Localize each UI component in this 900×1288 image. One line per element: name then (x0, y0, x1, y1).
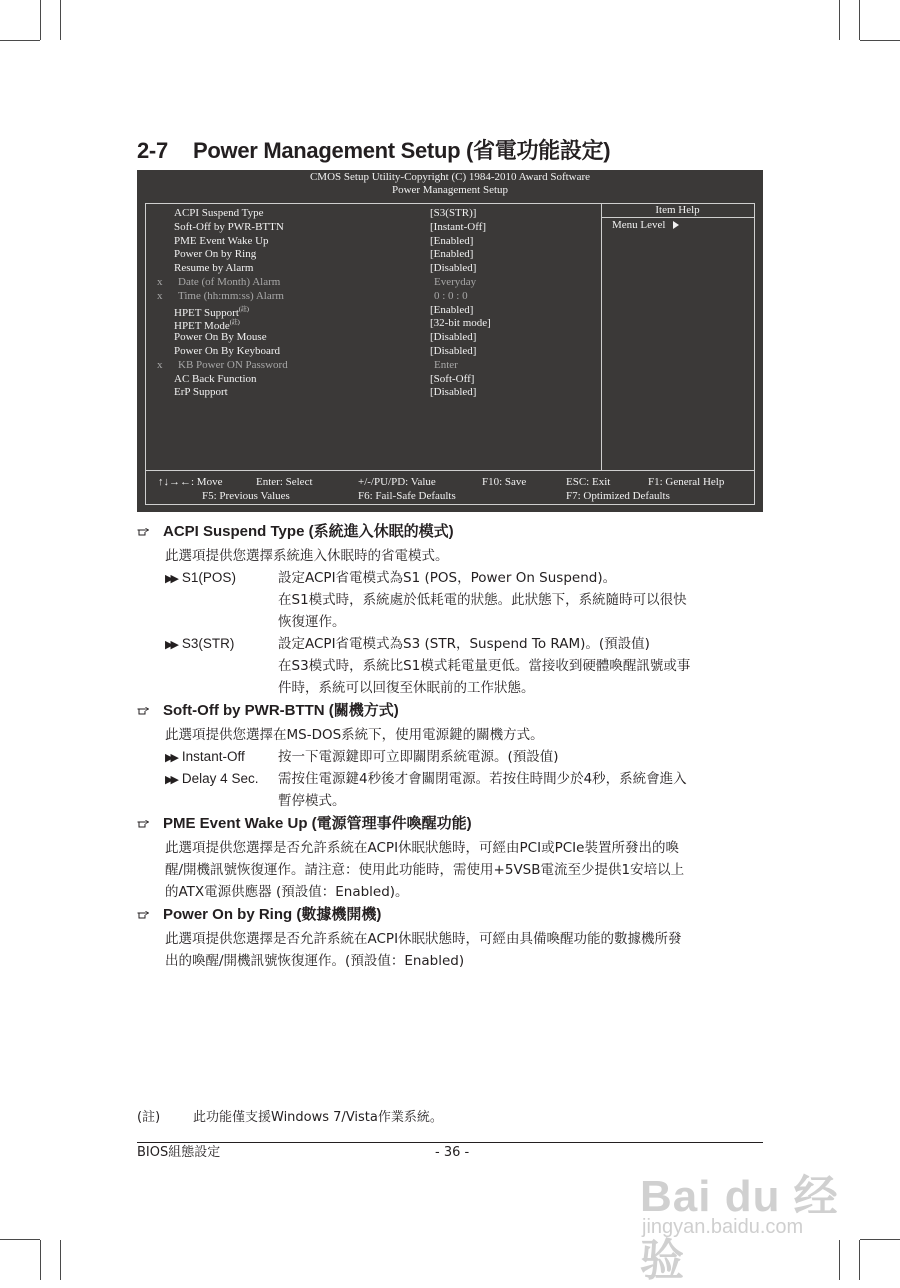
bios-setting-label: HPET Mode$^{(註)}$ (174, 320, 240, 333)
page-title (137, 134, 610, 165)
ring-description: 出的喚醒/開機訊號恢復運作。(預設值：Enabled) (165, 953, 465, 969)
double-arrow-icon: ▶▶ (165, 573, 176, 585)
key-hint-f10: F10: Save (482, 476, 527, 488)
bios-setting-value[interactable]: [Disabled] (430, 345, 477, 357)
disabled-marker: x (157, 276, 163, 288)
bios-header-copyright: CMOS Setup Utility-Copyright (C) 1984-2010 Award Software (309, 171, 591, 183)
bios-setting-value[interactable]: [Enabled] (430, 248, 474, 261)
watermark-url: jingyan.baidu.com (642, 1216, 804, 1238)
bios-setting-value[interactable]: [Instant-Off] (430, 220, 486, 233)
crop-mark (0, 1239, 40, 1240)
watermark (632, 1150, 882, 1285)
bios-setting-label: PME Event Wake Up (174, 234, 269, 247)
heading-acpi-suspend-type: ACPI Suspend Type (系統進入休眠的模式) (163, 523, 454, 540)
option-s1-pos (165, 567, 236, 590)
disabled-marker: x (157, 358, 163, 371)
crop-mark (60, 0, 61, 40)
pme-description: 的ATX電源供應器 (預設值：Enabled)。 (165, 884, 409, 900)
page-number: - 36 - (435, 1145, 470, 1160)
pointing-hand-icon (137, 706, 149, 715)
crop-mark (859, 0, 860, 40)
option-text: 設定ACPI省電模式為S3 (STR，Suspend To RAM)。(預設值) (278, 636, 650, 652)
ring-description: 此選項提供您選擇是否允許系統在ACPI休眠狀態時，可經由具備喚醒功能的數據機所發 (165, 931, 682, 947)
option-text: 恢復運作。 (278, 614, 346, 630)
bios-setting-value[interactable]: [Enabled] (430, 234, 474, 247)
heading-power-on-by-ring: Power On by Ring (數據機開機) (163, 906, 382, 923)
section-number: 2-7 (137, 138, 168, 163)
key-hint-f6: F6: Fail-Safe Defaults (358, 490, 456, 502)
bios-setting-label: ACPI Suspend Type (174, 207, 264, 219)
triangle-right-icon (673, 221, 679, 229)
bios-setting-value: Everyday (434, 276, 477, 288)
heading-pme-event-wake-up: PME Event Wake Up (電源管理事件喚醒功能) (163, 815, 472, 832)
crop-mark (839, 0, 840, 40)
option-label: Instant-Off (181, 749, 245, 764)
bios-frame (145, 203, 755, 505)
bios-divider (601, 217, 754, 218)
key-hint-esc: ESC: Exit (566, 476, 611, 488)
key-hint-f5: F5: Previous Values (202, 490, 290, 502)
bios-setting-label: KB Power ON Password (178, 358, 288, 371)
option-label: Delay 4 Sec. (181, 771, 259, 786)
item-help-title: Item Help (655, 204, 700, 216)
bios-setting-value[interactable]: [Soft-Off] (430, 372, 475, 385)
key-hint-move: ↑↓→←: Move (158, 476, 223, 488)
bios-setting-label: ErP Support (174, 386, 228, 399)
softoff-description: 此選項提供您選擇在MS-DOS系統下，使用電源鍵的關機方式。 (165, 727, 544, 743)
double-arrow-icon: ▶▶ (165, 639, 176, 651)
bios-setting-value[interactable]: [32-bit mode] (430, 317, 491, 330)
option-instant-off (165, 746, 245, 769)
bios-setting-label: AC Back Function (174, 372, 257, 385)
footnote-mark: (註) (137, 1110, 161, 1125)
footer-rule (137, 1142, 763, 1143)
key-hint-f1: F1: General Help (648, 476, 725, 488)
crop-mark (60, 1240, 61, 1280)
key-hint-enter: Enter: Select (256, 476, 313, 488)
pointing-hand-icon (137, 910, 149, 919)
section-title-text: Power Management Setup (省電功能設定) (193, 138, 611, 163)
pme-description: 此選項提供您選擇是否允許系統在ACPI休眠狀態時，可經由PCI或PCIe裝置所發出的喚 (165, 840, 679, 856)
double-arrow-icon: ▶▶ (165, 774, 176, 786)
bios-divider (601, 204, 602, 470)
bios-setting-label: Date (of Month) Alarm (178, 276, 281, 288)
option-label: S1(POS) (181, 570, 236, 585)
crop-mark (0, 40, 40, 41)
bios-header-title: Power Management Setup (391, 184, 509, 196)
bios-setting-label: Soft-Off by PWR-BTTN (174, 220, 284, 233)
menu-level-label: Menu Level (612, 219, 666, 231)
menu-level (612, 219, 679, 232)
option-text: 在S3模式時，系統比S1模式耗電量更低。當接收到硬體喚醒訊號或事 (278, 658, 691, 674)
option-text: 在S1模式時，系統處於低耗電的狀態。此狀態下，系統隨時可以很快 (278, 592, 687, 608)
option-s3-str (165, 633, 234, 656)
watermark-logo: Bai du 经验 (640, 1172, 839, 1285)
bios-setting-value[interactable]: [Enabled] (430, 303, 474, 316)
option-text: 設定ACPI省電模式為S1 (POS，Power On Suspend)。 (278, 570, 617, 586)
bios-setting-value: 0 : 0 : 0 (434, 289, 468, 302)
option-text: 需按住電源鍵4秒後才會關閉電源。若按住時間少於4秒，系統會進入 (278, 771, 687, 787)
bios-setting-value: Enter (434, 358, 458, 371)
bios-setting-label: HPET Support$^{(註)}$ (174, 306, 249, 319)
footnote-ref: (註) (229, 320, 240, 327)
bios-divider (146, 470, 754, 471)
option-text: 暫停模式。 (278, 793, 346, 809)
bios-setting-value[interactable]: [Disabled] (430, 331, 477, 344)
footnote-text: 此功能僅支援Windows 7/Vista作業系統。 (193, 1110, 443, 1125)
option-text: 按一下電源鍵即可立即關閉系統電源。(預設值) (278, 749, 559, 765)
option-text: 件時，系統可以回復至休眠前的工作狀態。 (278, 680, 535, 696)
bios-setting-label: Power On By Mouse (174, 331, 267, 344)
bios-setting-label: Time (hh:mm:ss) Alarm (178, 289, 284, 302)
heading-soft-off: Soft-Off by PWR-BTTN (關機方式) (163, 702, 399, 719)
key-hint-value: +/-/PU/PD: Value (358, 476, 436, 488)
crop-mark (40, 1240, 41, 1280)
pointing-hand-icon (137, 819, 149, 828)
bios-setting-label: Resume by Alarm (174, 262, 254, 275)
bios-setting-label: Power On by Ring (174, 248, 257, 261)
key-hint-f7: F7: Optimized Defaults (566, 490, 670, 502)
option-label: S3(STR) (181, 636, 235, 651)
bios-setting-label: Power On By Keyboard (174, 345, 281, 357)
bios-setting-value[interactable]: [Disabled] (430, 386, 477, 399)
bios-screenshot (137, 170, 763, 512)
footnote-ref: (註) (238, 306, 249, 313)
bios-setting-value[interactable]: [S3(STR)] (430, 207, 477, 219)
option-delay-4-sec (165, 768, 258, 791)
pointing-hand-icon (137, 527, 149, 536)
disabled-marker: x (157, 289, 163, 302)
double-arrow-icon: ▶▶ (165, 752, 176, 764)
acpi-description: 此選項提供您選擇系統進入休眠時的省電模式。 (165, 548, 449, 564)
crop-mark (860, 40, 900, 41)
crop-mark (40, 0, 41, 40)
pme-description: 醒/開機訊號恢復運作。請注意：使用此功能時，需使用+5VSB電流至少提供1安培以上 (165, 862, 685, 878)
bios-setting-value[interactable]: [Disabled] (430, 262, 477, 275)
footer-chapter: BIOS組態設定 (137, 1145, 221, 1160)
